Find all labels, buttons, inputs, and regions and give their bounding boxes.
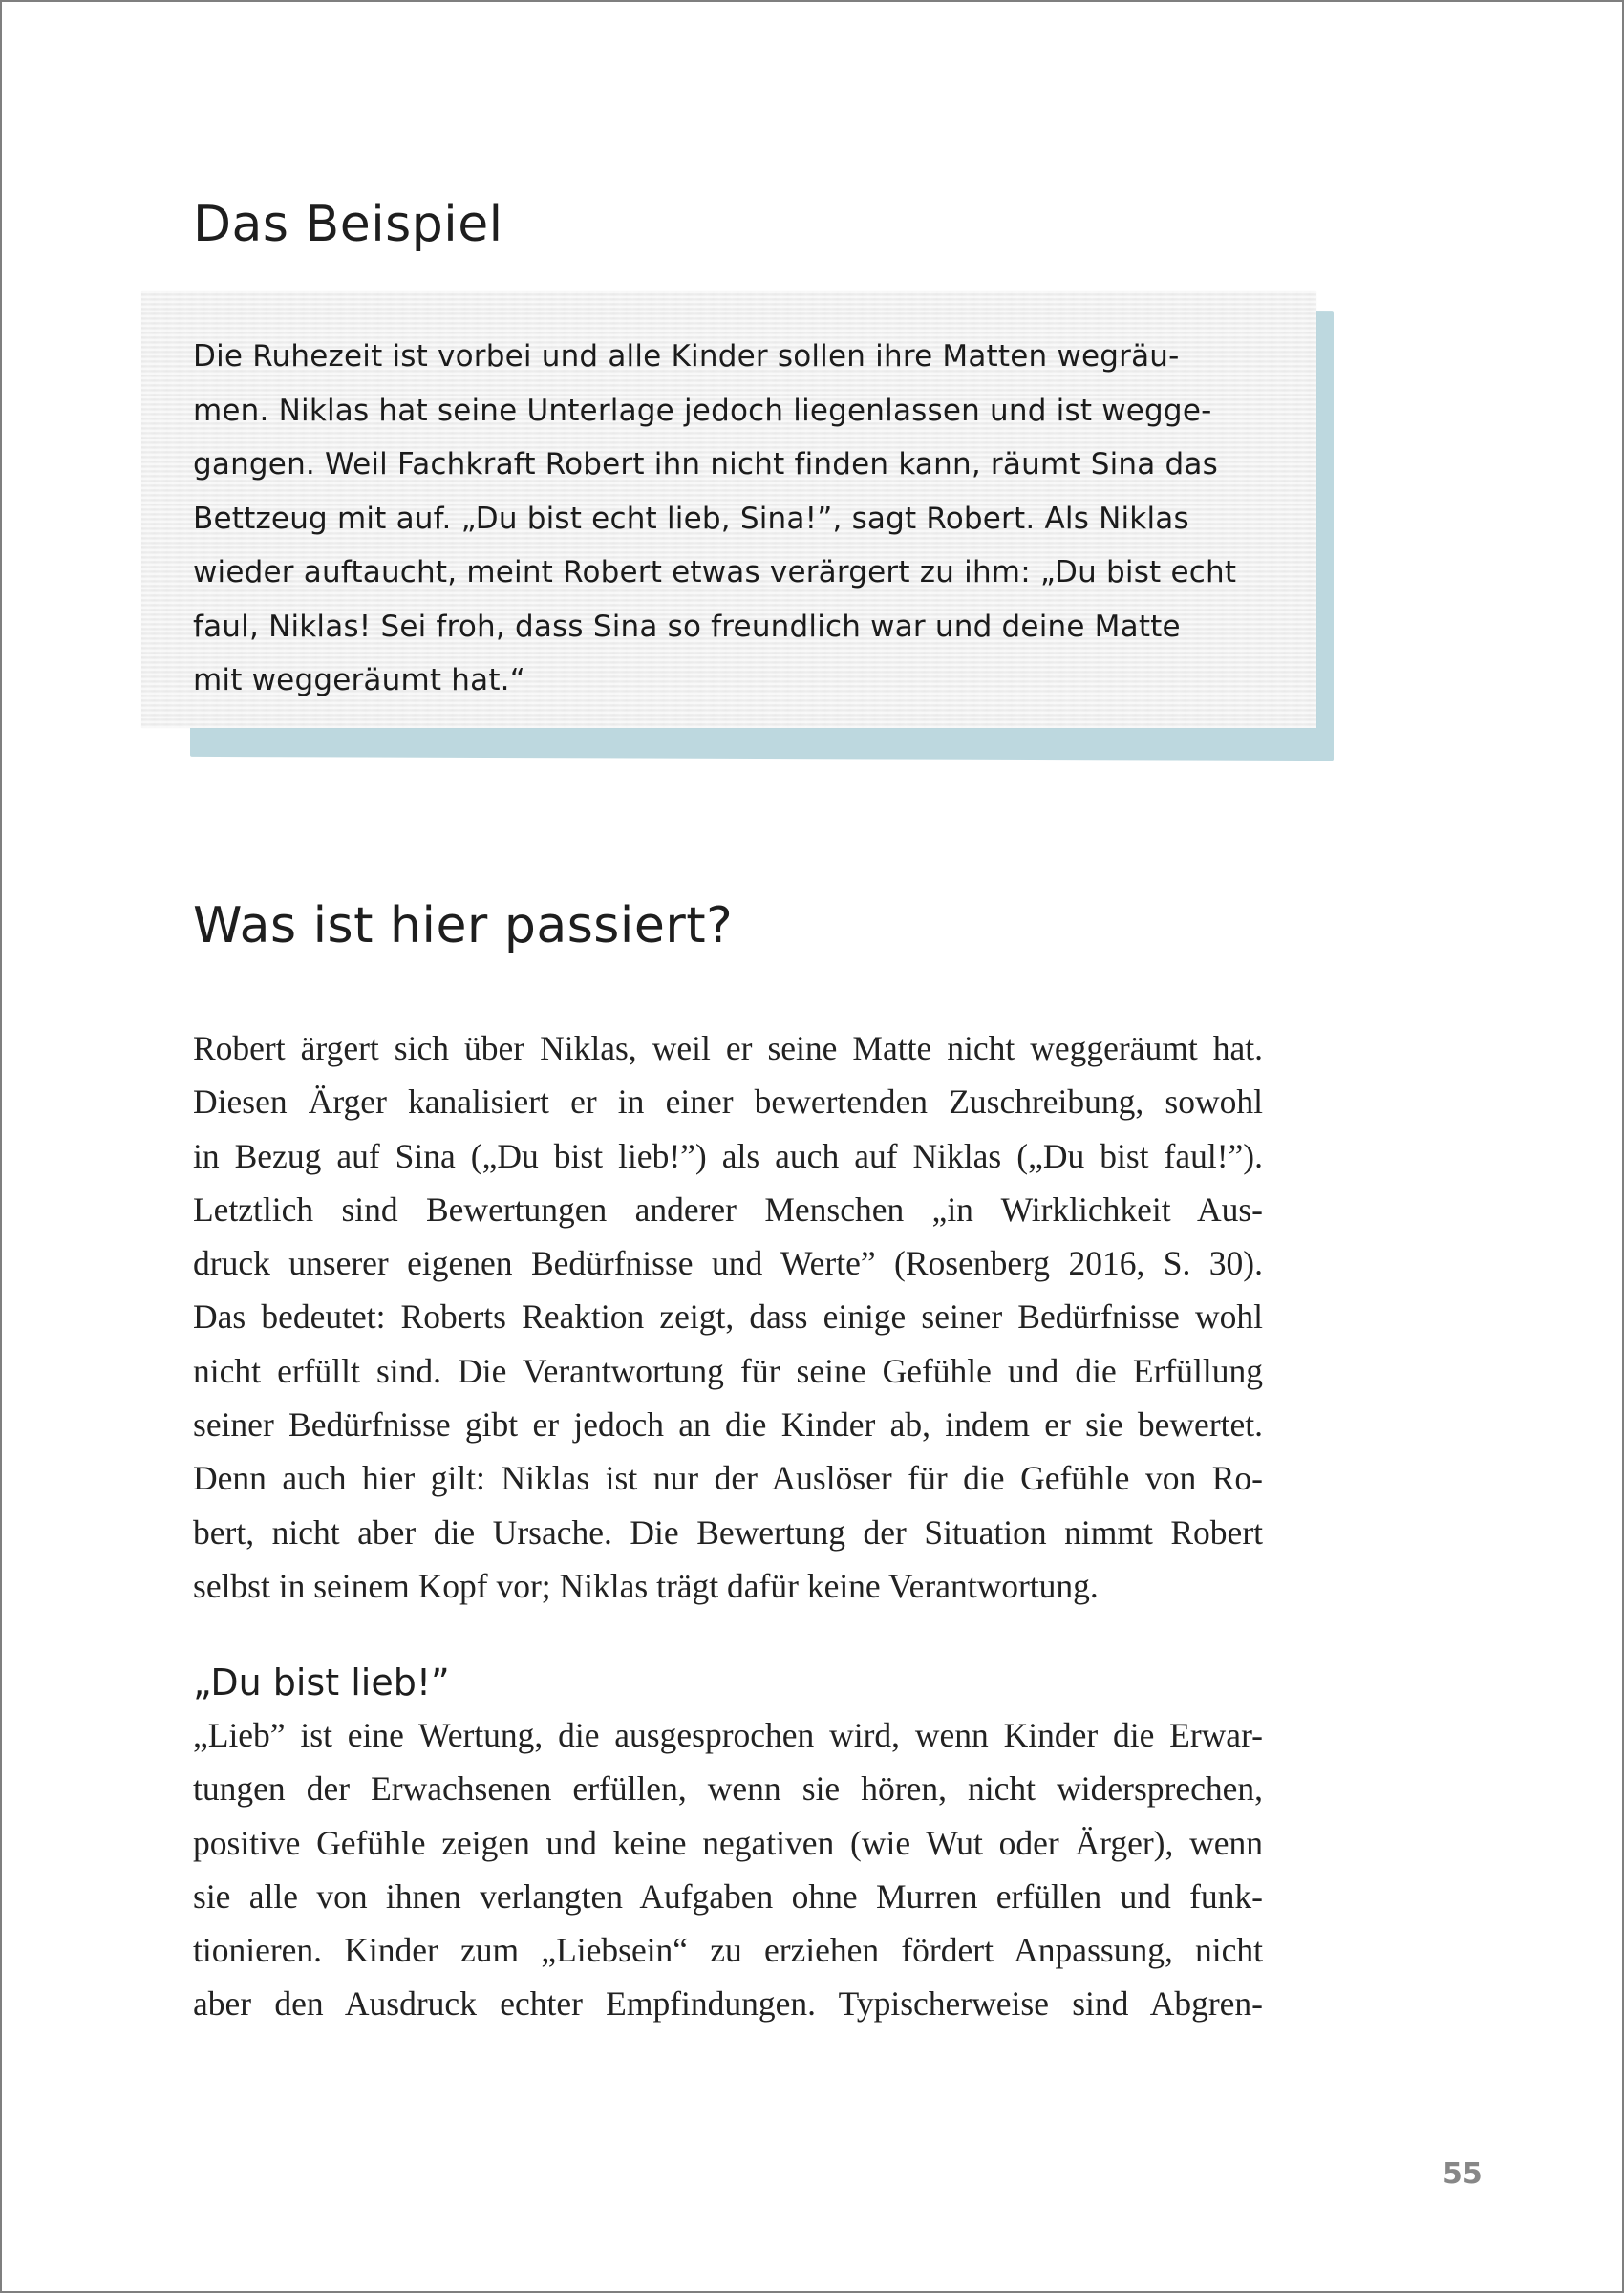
paragraph-line: in Bezug auf Sina („Du bist lieb!”) als auch auf Niklas („Du bist faul!”). xyxy=(193,1136,1263,1175)
example-line: faul, Niklas! Sei froh, dass Sina so freundlich war und deine Matte xyxy=(193,609,1181,644)
section-heading-analysis: Was ist hier passiert? xyxy=(193,897,734,954)
analysis-paragraph xyxy=(193,1021,1263,1613)
paragraph-line: bert, nicht aber die Ursache. Die Bewertung der Situation nimmt Robert xyxy=(193,1512,1263,1552)
paragraph-line: seiner Bedürfnisse gibt er jedoch an die Kinder ab, indem er sie bewertet. xyxy=(193,1405,1263,1445)
section-heading-example: Das Beispiel xyxy=(193,196,503,253)
page-number: 55 xyxy=(1442,2157,1483,2191)
example-line: men. Niklas hat seine Unterlage jedoch liegenlassen und ist wegge- xyxy=(193,393,1212,428)
paragraph-line: Robert ärgert sich über Niklas, weil er seine Matte nicht weggeräumt hat. xyxy=(193,1029,1263,1067)
paragraph-line: tungen der Erwachsenen erfüllen, wenn sie hören, nicht widersprechen, xyxy=(193,1769,1263,1809)
lieb-paragraph xyxy=(193,1708,1263,2031)
example-card xyxy=(141,291,1316,728)
paragraph-line: selbst in seinem Kopf vor; Niklas trägt dafür keine Verantwortung. xyxy=(193,1566,1099,1605)
paragraph-line: sie alle von ihnen verlangten Aufgaben ohne Murren erfüllen und funk- xyxy=(193,1876,1263,1916)
paragraph-line: aber den Ausdruck echter Empfindungen. Typischerweise sind Abgren- xyxy=(193,1984,1263,2024)
example-line: Bettzeug mit auf. „Du bist echt lieb, Sina!”, sagt Robert. Als Niklas xyxy=(193,501,1189,536)
paragraph-line: Letztlich sind Bewertungen anderer Menschen „in Wirklichkeit Aus- xyxy=(193,1189,1263,1229)
example-card-text xyxy=(193,330,1301,708)
paragraph-line: Denn auch hier gilt: Niklas ist nur der Auslöser für die Gefühle von Ro- xyxy=(193,1459,1263,1498)
paragraph-line: nicht erfüllt sind. Die Verantwortung für seine Gefühle und die Erfüllung xyxy=(193,1351,1263,1390)
example-line: gangen. Weil Fachkraft Robert ihn nicht finden kann, räumt Sina das xyxy=(193,447,1218,482)
paragraph-line: positive Gefühle zeigen und keine negativen (wie Wut oder Ärger), wenn xyxy=(193,1823,1263,1862)
paragraph-line: „Lieb” ist eine Wertung, die ausgesprochen wird, wenn Kinder die Erwar- xyxy=(193,1716,1263,1754)
paragraph-line: druck unserer eigenen Bedürfnisse und Werte” (Rosenberg 2016, S. 30). xyxy=(193,1244,1263,1283)
example-line: mit weggeräumt hat.“ xyxy=(193,663,525,697)
paragraph-line: Diesen Ärger kanalisiert er in einer bewertenden Zuschreibung, sowohl xyxy=(193,1082,1263,1122)
example-line: Die Ruhezeit ist vorbei und alle Kinder sollen ihre Matten wegräu- xyxy=(193,339,1180,374)
example-line: wieder auftaucht, meint Robert etwas verärgert zu ihm: „Du bist echt xyxy=(193,555,1237,589)
subheading-du-bist-lieb: „Du bist lieb!” xyxy=(193,1661,450,1704)
paragraph-line: tionieren. Kinder zum „Liebsein“ zu erziehen fördert Anpassung, nicht xyxy=(193,1931,1263,1970)
paragraph-line: Das bedeutet: Roberts Reaktion zeigt, dass einige seiner Bedürfnisse wohl xyxy=(193,1297,1263,1337)
